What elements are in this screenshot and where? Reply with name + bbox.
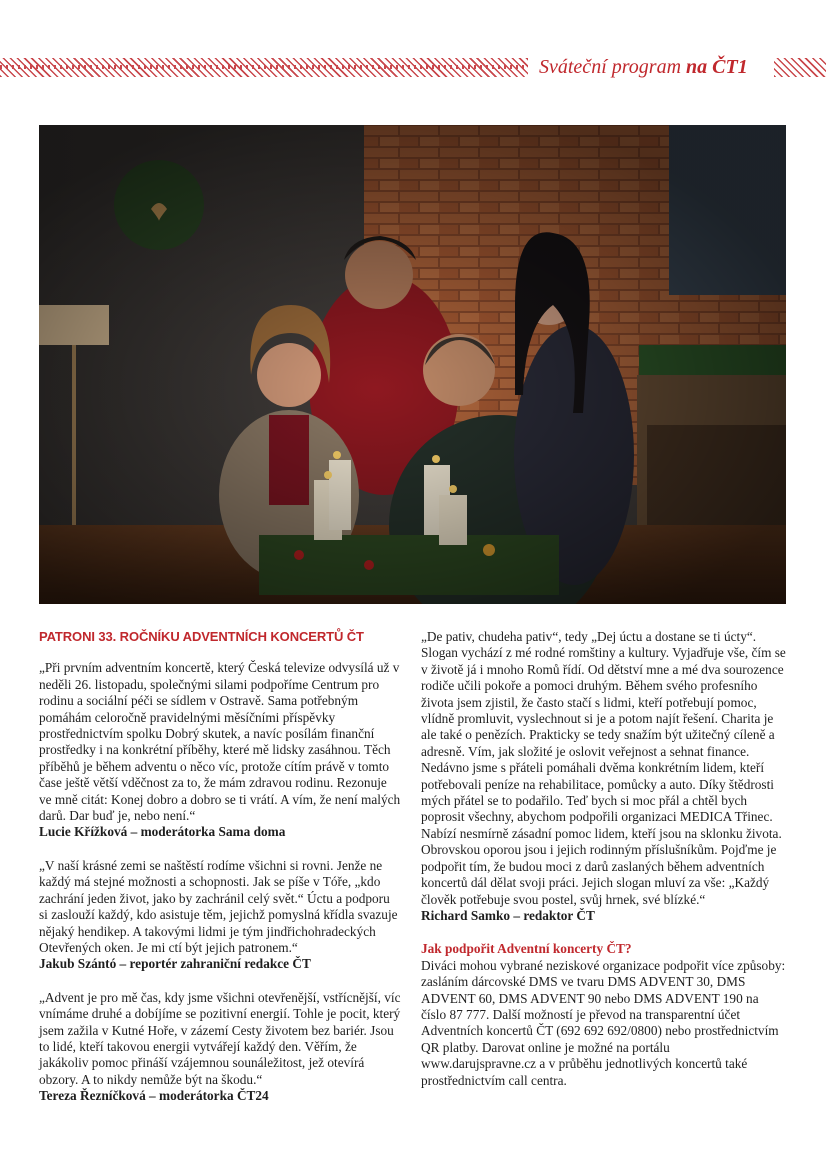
decorative-pattern-band [0, 58, 528, 77]
article-column-right [421, 629, 787, 1089]
section-title-channel: na ČT1 [686, 56, 748, 78]
section-title [539, 55, 748, 79]
decorative-pattern-band-right [774, 58, 826, 77]
patron-quote: „De pativ, chudeha pativ“, tedy „Dej úctu a dostane se ti úcty“. Slogan vychází z mé rodné romštiny a kultury. Vyjadřuje vše, čím se v životě já i mnoho Romů řídí. Od dětství mne a mé dva sourozence rodiče učili pokoře a pomoci druhým. Během svého profesního života jsem zjistil, že často stačí s lidmi, kteří potřebují pomoc, vlídně promluvit, vyslechnout si je a potom najít řešení. Charita je ale také o penězích. Prakticky se tedy snažím být užitečný cíleně a adresně. Vím, jak složité je oslovit veřejnost a sehnat finance. Nedávno jsme s přáteli pomáhali dvěma konkrétním lidem, kteří potřebovali peníze na rehabilitace, pomůcky a auto. Díky štědrosti mých přátel se to podařilo. Teď bych si moc přál a chtěl bych poprosit všechny, abychom podpořili organizaci MEDICA Třinec. Nabízí nesmírně zásadní pomoc lidem, kteří jsou na sklonku života. Obrovskou oporou jsou i jejich rodinným příslušníkům. Pojďme je podpořit tím, že budou moci z darů zaslaných během adventních koncertů dál dělat svoji práci. Jejich slogan mluví za vše: „Každý člověk potřebuje svou postel, svůj hrnek, své blízké.“ [421, 629, 786, 907]
patron-quote: „Advent je pro mě čas, kdy jsme všichni otevřenější, vstřícnější, víc vnímáme druhé a dobíjíme se pozitivní energií. Tohle je pocit, který jsem zažila v Kutné Hoře, v zázemí Cesty životem bez bariér. Jsou to lidé, kteří takovou energii vytvářejí každý den. Věřím, že jakákoliv pomoc přináší vzájemnou sounáležitost, jež otevírá obzory. A to nikdy nemůže být na škodu.“ [39, 989, 401, 1087]
section-title-prefix: Sváteční program [539, 56, 687, 78]
patron-quote: „V naší krásné zemi se naštěstí rodíme všichni si rovni. Jenže ne každý má stejné možnosti a schopnosti. Jak se píše v Tóře, „kdo zachrání jeden život, jako by zachránil celý svět.“ Úctu a podporu si zaslouží každý, kdo asistuje těm, jejichž pomyslná křídla svazuje nějaký hendikep. A takovými lidmi je tým jindřichohradeckých Otevřených oken. Je mi ctí být jejich patronem.“ [39, 857, 398, 955]
patron-quote: „Při prvním adventním koncertě, který Česká televize odvysílá už v neděli 26. listopadu, společnými silami podpoříme Centrum pro rodinu a sociální péči se sídlem v Ostravě. Sama potřebným pomáhám celoročně pravidelnými měsíčními příspěvky prostřednictvím spolku Dobrý skutek, a navíc posílám finanční prostředky i na konkrétní příběhy, které mě lidsky zasáhnou. Těch příběhů je během adventu o něco víc, protože cítím právě v tomto čase ještě větší vděčnost za to, že mám zdravou rodinu. Rezonuje ve mně citát: Konej dobro a dobro se ti vrátí. A vím, že není malých darů. Dar buď je, nebo není.“ [39, 660, 401, 824]
patrons-photo [39, 125, 786, 604]
support-text: Diváci mohou vybrané neziskové organizace podpořit více způsoby: zasláním dárcovské DMS ve tvaru DMS ADVENT 30, DMS ADVENT 60, DMS ADVENT 90 nebo DMS ADVENT 190 na číslo 87 777. Další možností je převod na transparentní účet Adventních koncertů ČT (692 692 692/0800) nebo prostřednictvím QR platby. Darovat online je možné na portálu www.darujspravne.cz a v průběhu jednotlivých koncertů také prostřednictvím call centra. [421, 957, 786, 1088]
article-heading: PATRONI 33. ROČNÍKU ADVENTNÍCH KONCERTŮ ČT [39, 629, 364, 644]
article-column-left [39, 629, 401, 1122]
support-subheading: Jak podpořit Adventní koncerty ČT? [421, 941, 632, 957]
patron-signature: Richard Samko – redaktor ČT [421, 907, 595, 923]
patron-signature: Jakub Szántó – reportér zahraniční redakce ČT [39, 956, 311, 972]
patron-signature: Tereza Řezníčková – moderátorka ČT24 [39, 1088, 269, 1104]
patron-signature: Lucie Křížková – moderátorka Sama doma [39, 824, 286, 840]
